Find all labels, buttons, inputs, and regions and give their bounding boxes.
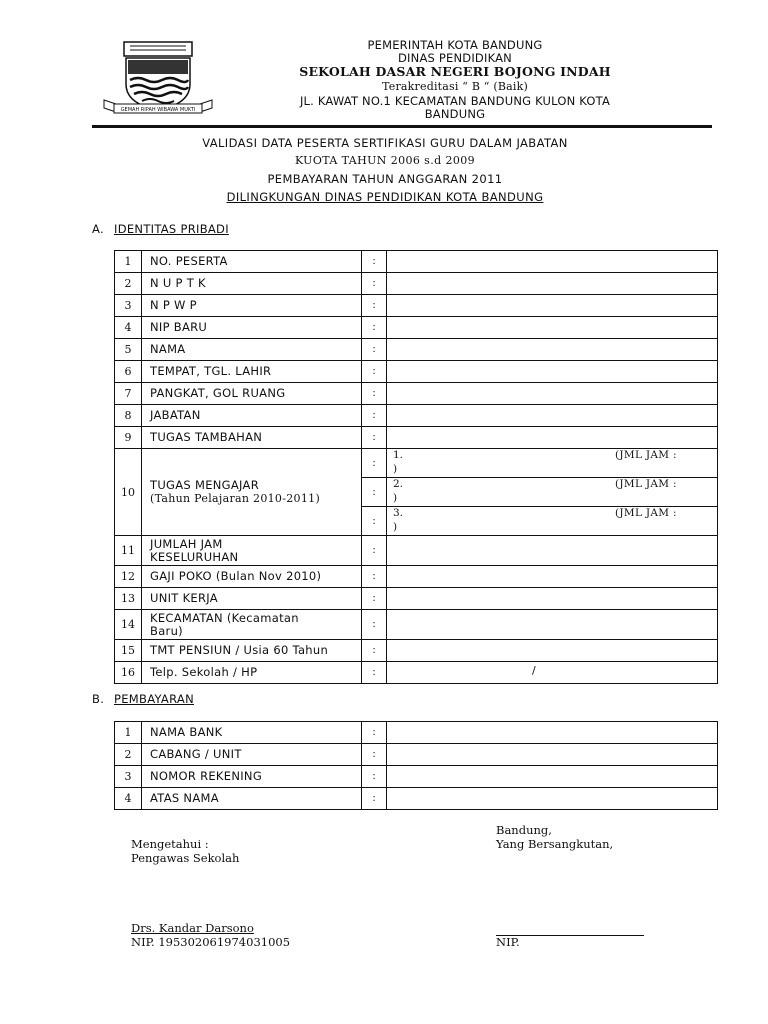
colon: : (362, 640, 387, 662)
field-label-nama-bank: NAMA BANK (142, 722, 362, 744)
header-gov: PEMERINTAH KOTA BANDUNG (367, 38, 543, 52)
field-value-jabatan[interactable] (387, 405, 718, 427)
colon: : (362, 788, 387, 810)
section-a-letter: A. (92, 222, 104, 236)
accreditation: Terakreditasi “ B “ (Baik) (382, 80, 528, 93)
table-row (115, 536, 718, 566)
row-number: 5 (115, 339, 142, 361)
row-number: 2 (115, 744, 142, 766)
colon: : (362, 566, 387, 588)
row-number: 4 (115, 788, 142, 810)
sign-role-left: Pengawas Sekolah (131, 851, 240, 865)
colon: : (362, 251, 387, 273)
bandung-city-logo (102, 36, 214, 122)
table-row (115, 383, 718, 405)
colon: : (362, 317, 387, 339)
row-number: 15 (115, 640, 142, 662)
field-label-jumlah-jam (142, 536, 362, 566)
row-number: 7 (115, 383, 142, 405)
sign-role-right: Yang Bersangkutan, (496, 837, 614, 851)
field-label-tugas-tambahan: TUGAS TAMBAHAN (142, 427, 362, 449)
table-row (115, 766, 718, 788)
close-paren: ) (393, 492, 398, 504)
table-row (115, 251, 718, 273)
field-label-ttl: TEMPAT, TGL. LAHIR (142, 361, 362, 383)
field-value-nomor-rekening[interactable] (387, 766, 718, 788)
field-value-gaji-pokok[interactable] (387, 566, 718, 588)
sign-place: Bandung, (496, 823, 552, 837)
field-value-npwp[interactable] (387, 295, 718, 317)
row-number: 8 (115, 405, 142, 427)
address-line-1: JL. KAWAT NO.1 KECAMATAN BANDUNG KULON KOTA (299, 94, 611, 108)
field-value-kecamatan[interactable] (387, 610, 718, 640)
row-number: 12 (115, 566, 142, 588)
row-number: 6 (115, 361, 142, 383)
address-line-2: BANDUNG (424, 107, 486, 121)
row-number: 1 (115, 722, 142, 744)
colon: : (362, 766, 387, 788)
field-label-tmt-pensiun: TMT PENSIUN / Usia 60 Tahun (142, 640, 362, 662)
field-label-nama: NAMA (142, 339, 362, 361)
field-value-unit-kerja[interactable] (387, 588, 718, 610)
colon: : (362, 610, 387, 640)
tugas-mengajar-title: TUGAS MENGAJAR (150, 478, 259, 492)
field-label-kecamatan (142, 610, 362, 640)
table-row (115, 339, 718, 361)
field-value-tmt-pensiun[interactable] (387, 640, 718, 662)
colon: : (362, 339, 387, 361)
field-value-jumlah-jam[interactable] (387, 536, 718, 566)
field-label-telp: Telp. Sekolah / HP (142, 662, 362, 684)
colon: : (362, 536, 387, 566)
signer-name-left: Drs. Kandar Darsono (131, 921, 254, 935)
table-row (115, 610, 718, 640)
field-value-pangkat[interactable] (387, 383, 718, 405)
jml-jam-label: (JML JAM : (615, 507, 677, 519)
item-number: 3. (393, 507, 404, 519)
table-row (115, 405, 718, 427)
row-number: 11 (115, 536, 142, 566)
row-number: 4 (115, 317, 142, 339)
tugas-mengajar-subtitle: (Tahun Pelajaran 2010-2011) (150, 492, 321, 505)
table-row (115, 449, 718, 478)
field-value-nama-bank[interactable] (387, 722, 718, 744)
table-row (115, 427, 718, 449)
field-label-gaji-pokok: GAJI POKO (Bulan Nov 2010) (142, 566, 362, 588)
colon: : (362, 507, 387, 536)
field-label-nomor-rekening: NOMOR REKENING (142, 766, 362, 788)
field-label-tugas-mengajar (142, 449, 362, 536)
field-label-nuptk: N U P T K (142, 273, 362, 295)
table-row (115, 722, 718, 744)
jml-jam-label: (JML JAM : (615, 449, 677, 461)
field-value-telp[interactable] (387, 662, 718, 684)
header-divider (92, 125, 712, 128)
row-number: 13 (115, 588, 142, 610)
doc-title-3: PEMBAYARAN TAHUN ANGGARAN 2011 (267, 172, 503, 186)
colon: : (362, 273, 387, 295)
doc-title-2: KUOTA TAHUN 2006 s.d 2009 (294, 154, 476, 167)
colon: : (362, 744, 387, 766)
field-value-nip-baru[interactable] (387, 317, 718, 339)
field-value-tugas-mengajar-2[interactable] (387, 478, 718, 507)
section-b-heading (92, 692, 194, 706)
row-number: 3 (115, 295, 142, 317)
field-value-cabang[interactable] (387, 744, 718, 766)
field-label-cabang: CABANG / UNIT (142, 744, 362, 766)
kecamatan-line2: Baru) (150, 623, 183, 638)
header-dept: DINAS PENDIDIKAN (398, 51, 512, 65)
school-name: SEKOLAH DASAR NEGERI BOJONG INDAH (299, 64, 611, 79)
table-row (115, 788, 718, 810)
colon: : (362, 383, 387, 405)
logo-ribbon-text: GEMAH RIPAH WIBAWA MUKTI (120, 107, 196, 113)
table-row (115, 662, 718, 684)
field-value-no-peserta[interactable] (387, 251, 718, 273)
identity-table (114, 250, 718, 684)
table-row (115, 361, 718, 383)
field-label-nip-baru: NIP BARU (142, 317, 362, 339)
table-row (115, 317, 718, 339)
row-number: 1 (115, 251, 142, 273)
table-row (115, 744, 718, 766)
section-b-label: PEMBAYARAN (114, 692, 194, 706)
colon: : (362, 405, 387, 427)
colon: : (362, 449, 387, 478)
field-label-pangkat: PANGKAT, GOL RUANG (142, 383, 362, 405)
kecamatan-line1: KECAMATAN (Kecamatan (150, 610, 299, 625)
table-row (115, 566, 718, 588)
field-value-nuptk[interactable] (387, 273, 718, 295)
close-paren: ) (393, 521, 398, 533)
table-row (115, 588, 718, 610)
colon: : (362, 478, 387, 507)
field-label-unit-kerja: UNIT KERJA (142, 588, 362, 610)
colon: : (362, 295, 387, 317)
table-row (115, 295, 718, 317)
item-number: 1. (393, 449, 404, 461)
field-value-tugas-mengajar-1[interactable] (387, 449, 718, 478)
payment-table (114, 721, 718, 810)
row-number: 2 (115, 273, 142, 295)
table-row (115, 273, 718, 295)
row-number: 3 (115, 766, 142, 788)
section-b-letter: B. (92, 692, 105, 706)
field-value-nama[interactable] (387, 339, 718, 361)
sign-known-by: Mengetahui : (131, 837, 209, 851)
colon: : (362, 427, 387, 449)
colon: : (362, 662, 387, 684)
row-number: 16 (115, 662, 142, 684)
jml-jam-label: (JML JAM : (615, 478, 677, 490)
row-number: 9 (115, 427, 142, 449)
signer-nip-left: NIP. 195302061974031005 (131, 935, 291, 949)
telp-separator: / (532, 664, 536, 677)
doc-title-1: VALIDASI DATA PESERTA SERTIFIKASI GURU DALAM JABATAN (202, 136, 568, 150)
field-label-jabatan: JABATAN (142, 405, 362, 427)
section-a-label: IDENTITAS PRIBADI (114, 222, 229, 236)
field-label-npwp: N P W P (142, 295, 362, 317)
colon: : (362, 588, 387, 610)
colon: : (362, 361, 387, 383)
colon: : (362, 722, 387, 744)
field-value-atas-nama[interactable] (387, 788, 718, 810)
section-a-heading (92, 222, 229, 236)
signer-nip-right: NIP. (496, 935, 520, 949)
field-value-tugas-tambahan[interactable] (387, 427, 718, 449)
field-label-atas-nama: ATAS NAMA (142, 788, 362, 810)
row-number: 10 (115, 449, 142, 536)
field-value-ttl[interactable] (387, 361, 718, 383)
field-label-no-peserta: NO. PESERTA (142, 251, 362, 273)
jumlah-jam-line2: KESELURUHAN (150, 549, 239, 564)
close-paren: ) (393, 463, 398, 475)
doc-title-4: DILINGKUNGAN DINAS PENDIDIKAN KOTA BANDUNG (226, 190, 544, 204)
item-number: 2. (393, 478, 404, 490)
jumlah-jam-line1: JUMLAH JAM (150, 536, 223, 551)
table-row (115, 640, 718, 662)
row-number: 14 (115, 610, 142, 640)
field-value-tugas-mengajar-3[interactable] (387, 507, 718, 536)
